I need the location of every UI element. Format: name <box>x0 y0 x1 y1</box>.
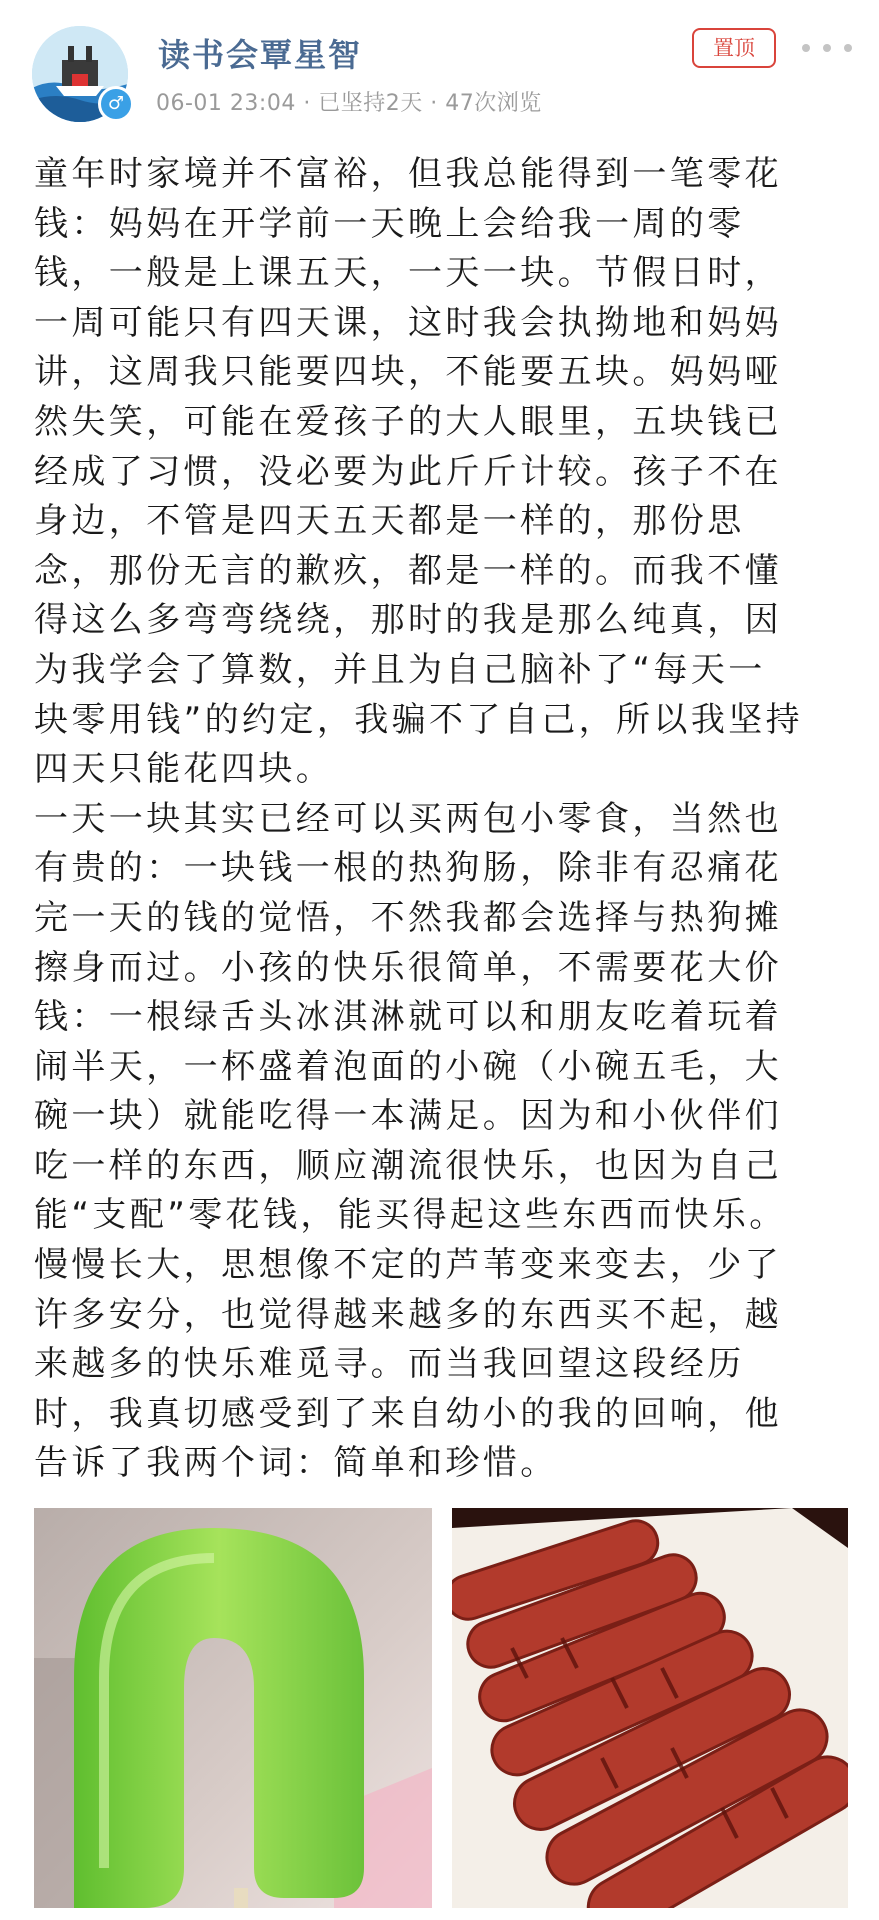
dot <box>802 44 810 52</box>
text-line: 吃一样的东西，顺应潮流很快乐，也因为自己 <box>34 1145 782 1186</box>
text-line: 一天一块其实已经可以买两包小零食，当然也 <box>34 798 782 839</box>
text-line: 慢慢长大，思想像不定的芦苇变来变去，少了 <box>34 1245 782 1286</box>
text-line: 擦身而过。小孩的快乐很简单，不需要花大价 <box>34 947 782 988</box>
text-line: 一周可能只有四天课，这时我会执拗地和妈妈 <box>34 302 782 343</box>
text-line: 告诉了我两个词：简单和珍惜。 <box>34 1443 558 1484</box>
post-meta: 06-01 23:04 · 已坚持2天 · 47次浏览 <box>156 91 542 116</box>
hot-dogs-tray-image <box>452 1508 848 1908</box>
text-line: 钱：一根绿舌头冰淇淋就可以和朋友吃着玩着 <box>34 997 782 1038</box>
text-line: 闹半天，一杯盛着泡面的小碗（小碗五毛，大 <box>34 1046 782 1087</box>
text-line: 许多安分，也觉得越来越多的东西买不起，越 <box>34 1294 782 1335</box>
ice-cream-photo[interactable] <box>34 1508 432 1908</box>
text-line: 经成了习惯，没必要为此斤斤计较。孩子不在 <box>34 451 782 492</box>
text-line: 完一天的钱的觉悟，不然我都会选择与热狗摊 <box>34 897 782 938</box>
text-line: 块零用钱”的约定，我骗不了自己，所以我坚持 <box>34 699 804 740</box>
text-line: 钱，一般是上课五天，一天一块。节假日时， <box>34 253 782 294</box>
text-line: 能“支配”零花钱，能买得起这些东西而快乐。 <box>34 1195 787 1236</box>
username[interactable]: 读书会覃星智 <box>158 36 363 74</box>
text-line: 童年时家境并不富裕，但我总能得到一笔零花 <box>34 154 782 194</box>
male-gender-icon: ♂ <box>98 86 134 122</box>
paragraph-2 <box>34 795 852 1489</box>
text-line: 为我学会了算数，并且为自己脑补了“每天一 <box>34 649 766 690</box>
text-line: 钱：妈妈在开学前一天晚上会给我一周的零 <box>34 203 745 244</box>
text-line: 有贵的：一块钱一根的热狗肠，除非有忍痛花 <box>34 848 782 889</box>
text-line: 然失笑，可能在爱孩子的大人眼里，五块钱已 <box>34 401 782 442</box>
text-line: 碗一块）就能吃得一本满足。因为和小伙伴们 <box>34 1096 782 1137</box>
more-options-icon[interactable] <box>802 30 852 66</box>
green-ice-cream-image <box>34 1508 432 1908</box>
pin-button[interactable]: 置顶 <box>692 28 776 68</box>
text-line: 身边，不管是四天五天都是一样的，那份思 <box>34 501 745 542</box>
dot <box>823 44 831 52</box>
text-line: 时，我真切感受到了来自幼小的我的回响，他 <box>34 1393 782 1434</box>
text-line: 念，那份无言的歉疚，都是一样的。而我不懂 <box>34 550 782 591</box>
text-line: 四天只能花四块。 <box>34 749 334 790</box>
post-header <box>0 0 879 130</box>
paragraph-1 <box>34 150 852 795</box>
post-content <box>34 150 852 1489</box>
text-line: 来越多的快乐难觅寻。而当我回望这段经历 <box>34 1344 745 1385</box>
hot-dogs-photo[interactable] <box>452 1508 848 1908</box>
text-line: 得这么多弯弯绕绕，那时的我是那么纯真，因 <box>34 600 782 641</box>
dot <box>844 44 852 52</box>
text-line: 讲，这周我只能要四块，不能要五块。妈妈哑 <box>34 352 782 393</box>
